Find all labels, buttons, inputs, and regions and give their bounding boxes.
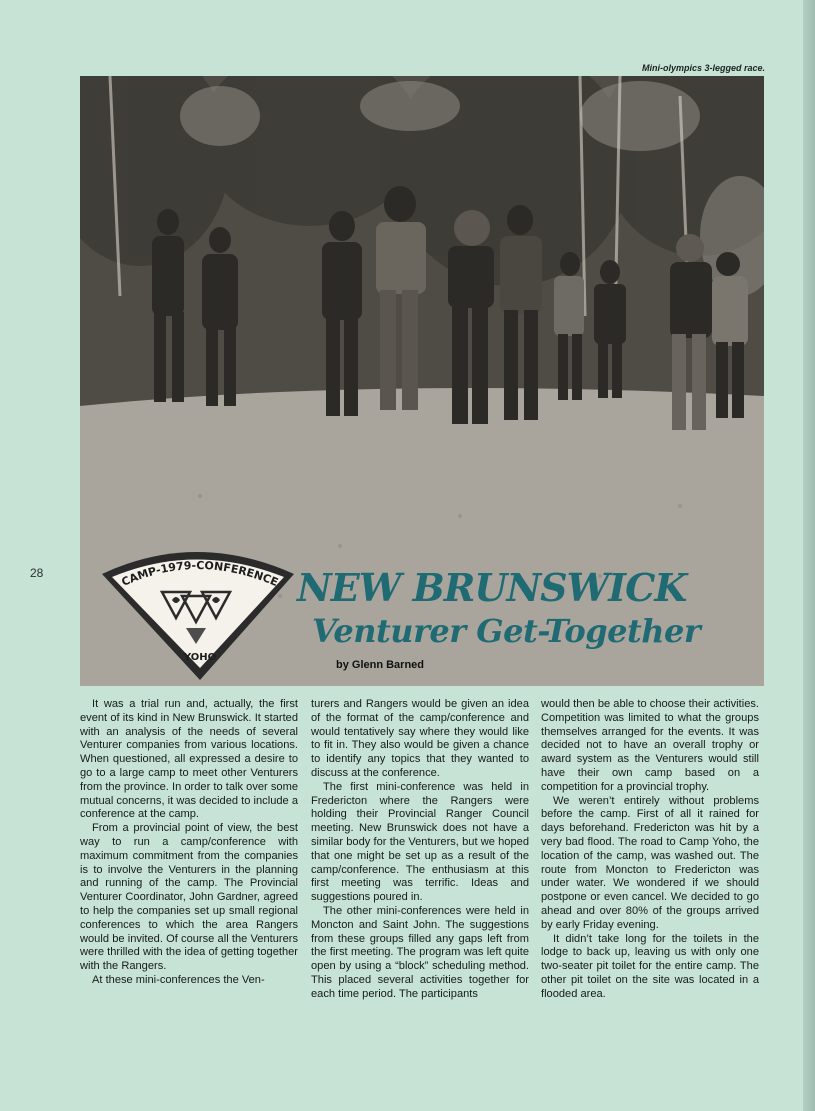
paragraph: The other mini-conferences were held in Moncton and Saint John. The suggestions from these groups filled any gaps left from the first meeting. The program was left quite open by using a “block” scheduling method. This placed several activities together for each time period. The participants [311, 904, 529, 1000]
paragraph: would then be able to choose their activities. Competition was limited to what the groups themselves arranged for the events. It was decided not to have an overall trophy or award system as the Venturers would still have their own camp based on a competition for a provincial trophy. [541, 698, 759, 793]
paragraph: It was a trial run and, actually, the first event of its kind in New Brunswick. It started with an analysis of the needs of several Venturer companies from various locations. When questioned, all expressed a desire to go to a large camp to meet other Venturers from the province. In order to talk over some mutual concerns, it was decided to include a conference at the camp. [80, 698, 298, 821]
article-column-2 [311, 698, 529, 1002]
page-edge [803, 0, 815, 1111]
article-byline: by Glenn Barned [336, 659, 425, 671]
paragraph: It didn’t take long for the toilets in the lodge to back up, leaving us with only one two-seater pit toilet for the entire camp. The other pit toilet on the site was located in a flooded area. [541, 932, 759, 1000]
page-number: 28 [30, 566, 44, 580]
article-column-3 [541, 698, 759, 1002]
camp-conference-patch [96, 544, 300, 684]
paragraph: turers and Rangers would be given an idea of the format of the camp/conference and would tentatively say where they would like to fit in. They also would be given a chance to identify any topics that they wanted to discuss at the conference. [311, 698, 529, 779]
patch-bottom-text: YOHO [183, 652, 217, 663]
article-title-line2: Venturer Get-Together [312, 612, 701, 650]
article-column-1 [80, 698, 298, 988]
photo-caption: Mini-olympics 3-legged race. [641, 63, 765, 73]
paragraph: The first mini-conference was held in Fredericton where the Rangers were holding their Provincial Ranger Council meeting. New Brunswick does not have a similar body for the Venturers, but we hoped that one might be set up as a result of the camp/conference. The enthusiasm at this first meeting was terrific. Ideas and suggestions poured in. [311, 780, 529, 904]
paragraph: We weren’t entirely without problems before the camp. First of all it rained for days beforehand. Fredericton was hit by a very bad flood. The road to Camp Yoho, the location of the camp, was washed out. The route from Moncton to Fredericton was under water. We wondered if we should postpone or even cancel. We decided to go ahead and over 80% of the groups arrived by early Friday evening. [541, 794, 759, 931]
paragraph: At these mini-conferences the Ven- [92, 973, 265, 986]
article-title-line1: NEW BRUNSWICK [297, 565, 687, 610]
paragraph: From a provincial point of view, the best way to run a camp/conference with maximum commitment from the companies is to involve the Venturers in the planning and running of the camp. The Provincial Venturer Coordinator, John Gardner, agreed to help the companies set up small regional conferences to which the area Rangers would be invited. Of course all the Venturers were thrilled with the idea of getting together with the Rangers. [80, 822, 298, 973]
patch-top-text: CAMP-1979-CONFERENCE [119, 558, 281, 590]
